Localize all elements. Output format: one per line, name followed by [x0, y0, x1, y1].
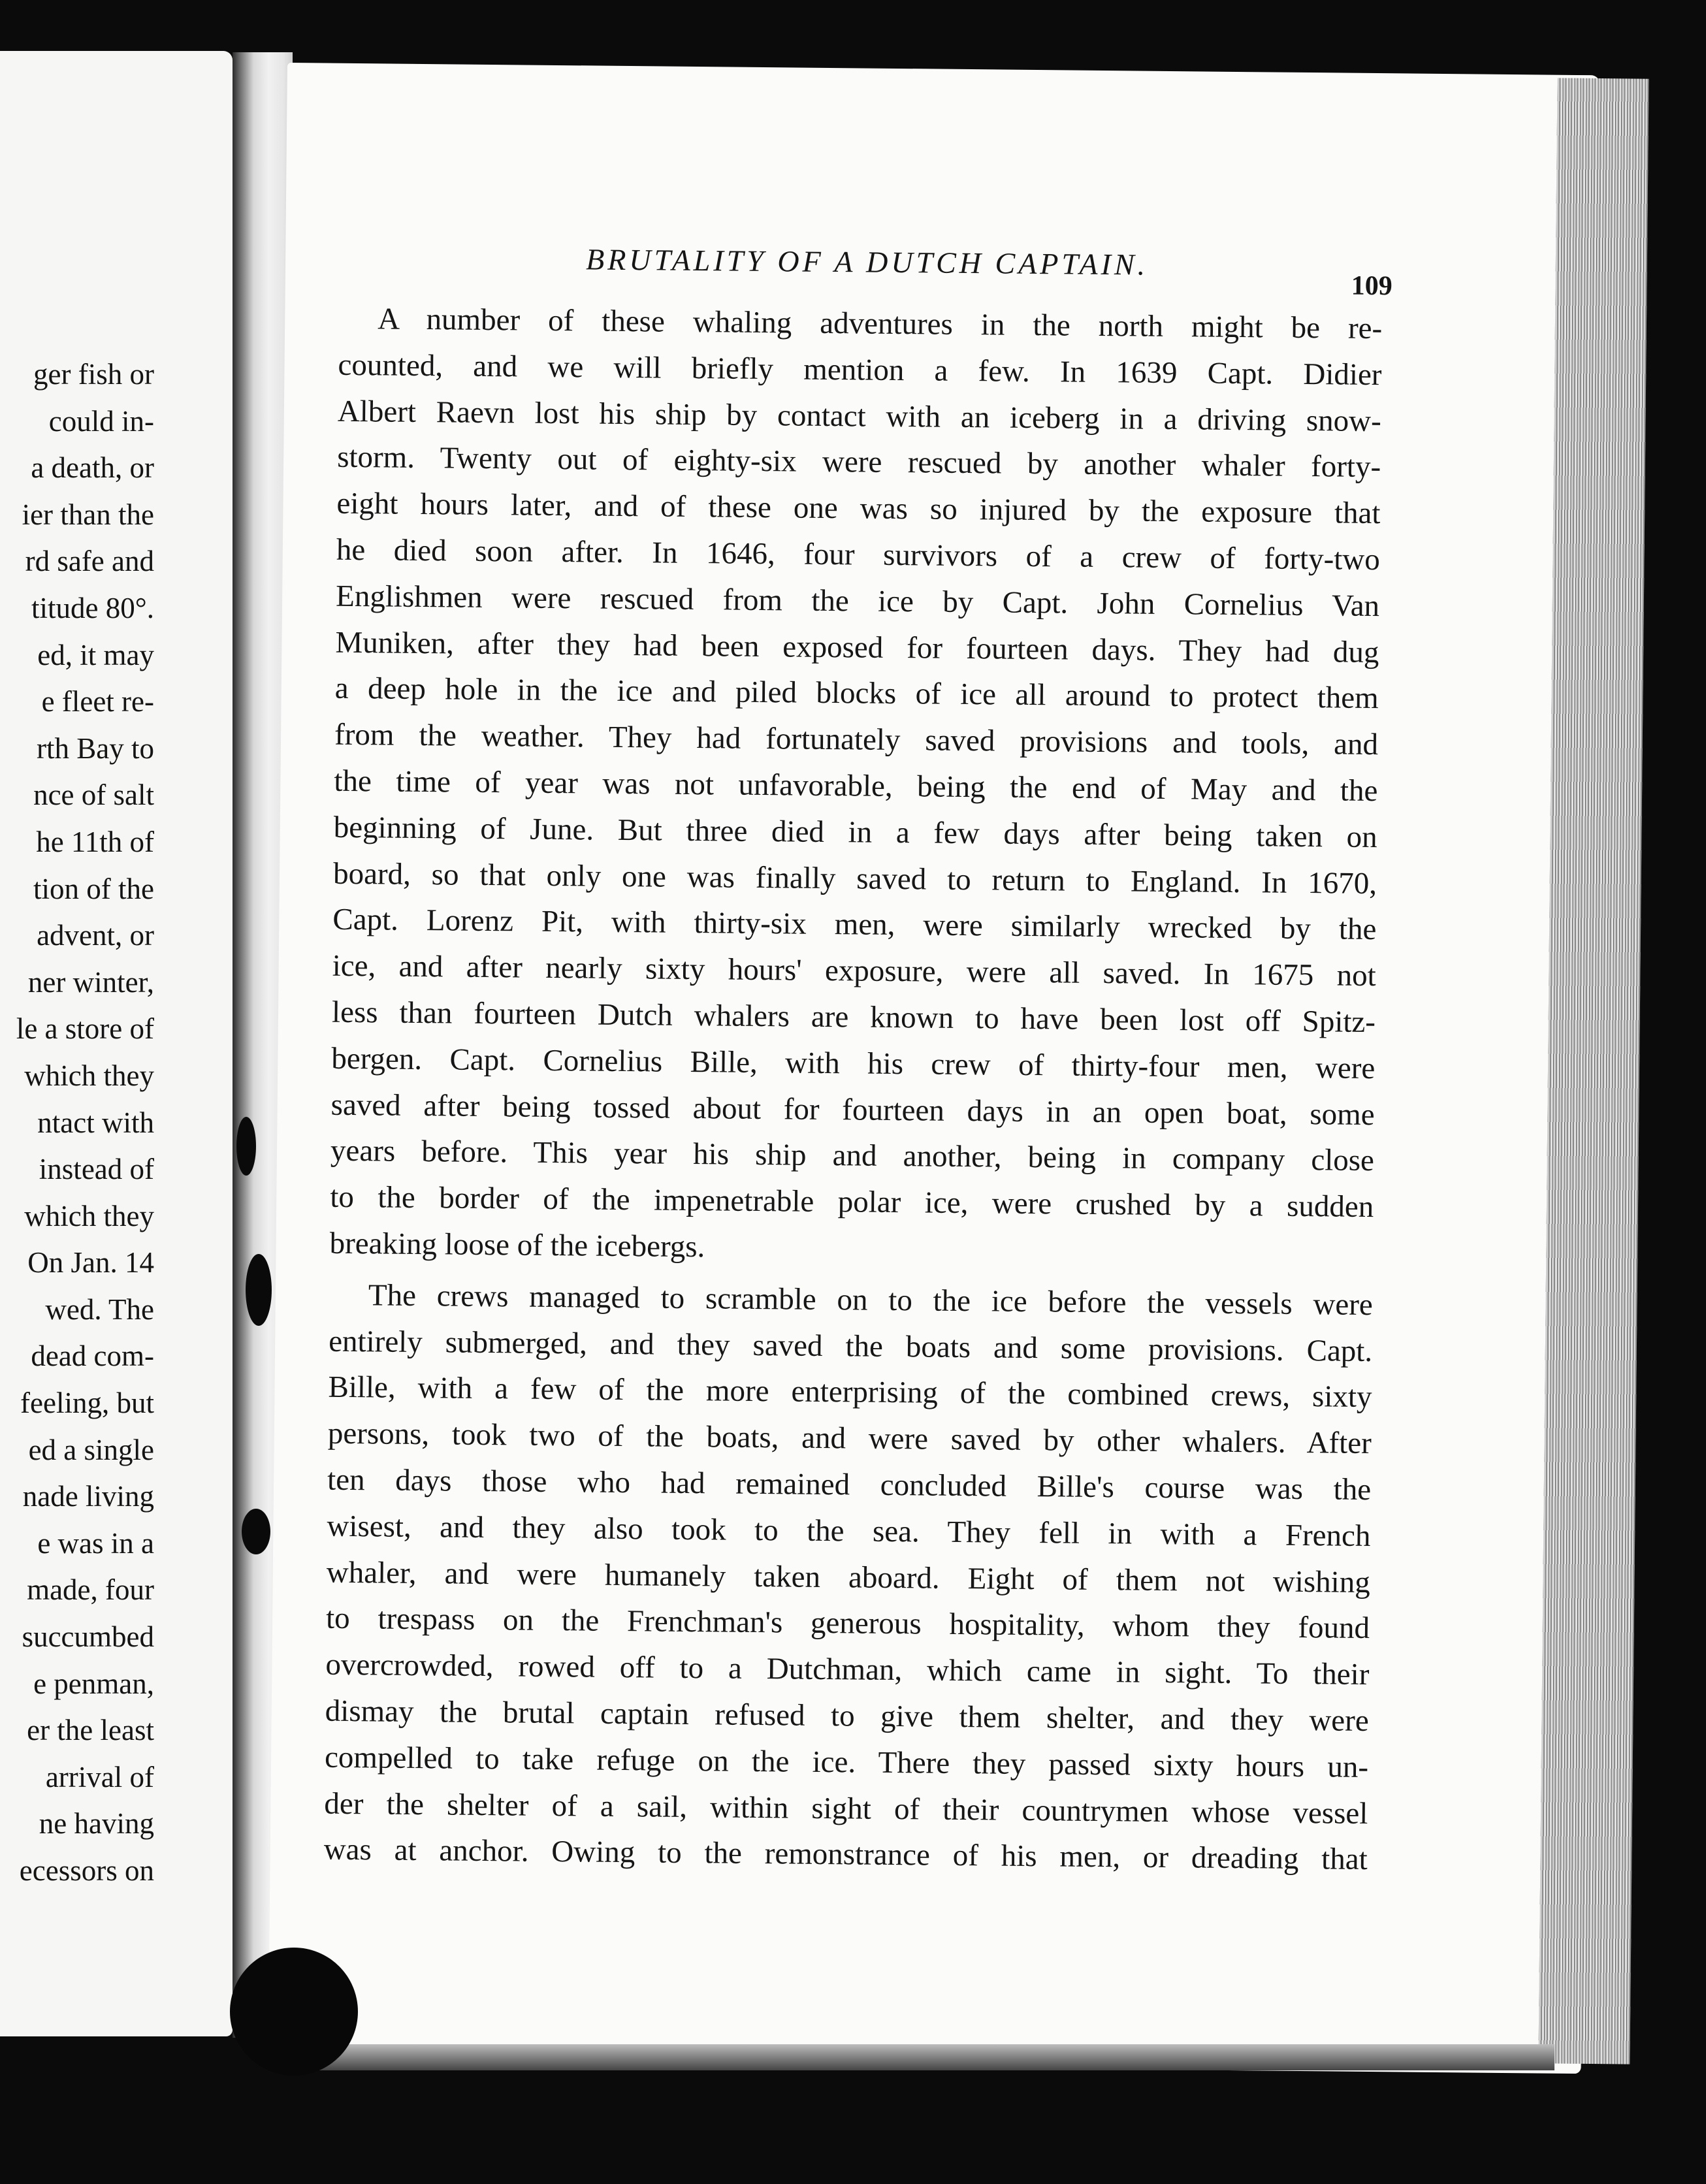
text-line: breaking loose of the icebergs.	[329, 1226, 705, 1264]
text-line: a deep hole in the ice and piled blocks of ice all around to protect them	[334, 671, 1379, 716]
text-line: ice, and after nearly sixty hours' exposure, were all saved. In 1675 not	[332, 948, 1376, 993]
left-page-line: nce of salt	[33, 779, 154, 812]
left-page-line: ntact with	[37, 1106, 154, 1139]
left-page-line: ger fish or	[33, 358, 154, 391]
binding-hole	[230, 1948, 358, 2076]
paragraph	[329, 296, 1382, 1277]
left-page-line: which they	[24, 1059, 154, 1092]
left-page-line: rd safe and	[25, 545, 154, 578]
paragraph	[323, 1272, 1373, 1883]
text-line: compelled to take refuge on the ice. There they passed sixty hours un-	[324, 1740, 1369, 1784]
text-line: Bille, with a few of the more enterprising of the combined crews, sixty	[328, 1370, 1372, 1415]
left-page-line: ecessors on	[19, 1854, 154, 1887]
left-page-line: e penman,	[33, 1667, 154, 1700]
right-page	[268, 63, 1600, 2074]
text-line: The crews managed to scramble on to the ice before the vessels were	[368, 1278, 1374, 1322]
text-line: Albert Raevn lost his ship by contact with an iceberg in a driving snow-	[337, 394, 1382, 438]
page-edges	[1538, 78, 1649, 2064]
text-line: storm. Twenty out of eighty-six were rescued by another whaler forty-	[336, 440, 1381, 485]
text-line: entirely submerged, and they saved the boats and some provisions. Capt.	[328, 1324, 1373, 1368]
left-page-line: advent, or	[37, 919, 154, 952]
text-line: the time of year was not unfavorable, being the end of May and the	[334, 763, 1378, 809]
text-line: board, so that only one was finally saved to return to England. In 1670,	[332, 856, 1377, 901]
text-line: saved after being tossed about for fourteen days in an open boat, some	[330, 1087, 1375, 1132]
text-line: A number of these whaling adventures in the north might be re-	[377, 302, 1383, 346]
left-page-line: a death, or	[31, 451, 154, 485]
text-line: ten days those who had remained concluded Bille's course was the	[327, 1462, 1372, 1507]
text-line: was at anchor. Owing to the remonstrance of his men, or dreading that	[323, 1832, 1368, 1877]
left-page-line: titude 80°.	[31, 591, 154, 624]
left-page-line: could in-	[48, 404, 154, 438]
running-head: BRUTALITY OF A DUTCH CAPTAIN.	[585, 242, 1149, 281]
left-page-text	[0, 351, 154, 1895]
left-page-line: ier than the	[22, 498, 154, 531]
text-line: bergen. Capt. Cornelius Bille, with his crew of thirty-four men, were	[331, 1041, 1376, 1085]
text-line: less than fourteen Dutch whalers are known to have been lost off Spitz-	[331, 995, 1376, 1040]
left-page-line: ed a single	[28, 1433, 154, 1466]
text-line: Englishmen were rescued from the ice by Capt. John Cornelius Van	[335, 579, 1380, 623]
text-line: overcrowded, rowed off to a Dutchman, which came in sight. To their	[325, 1647, 1370, 1692]
left-page-line: rth Bay to	[37, 731, 154, 765]
text-line: Muniken, after they had been exposed for fourteen days. They had dug	[335, 625, 1379, 669]
text-line: eight hours later, and of these one was so injured by the exposure that	[336, 486, 1381, 531]
text-line: from the weather. They had fortunately saved provisions and tools, and	[334, 717, 1379, 762]
text-line: he died soon after. In 1646, four survivors of a crew of forty-two	[336, 532, 1381, 577]
left-page-line: feeling, but	[20, 1387, 154, 1420]
left-page-line: ner winter,	[27, 965, 154, 999]
text-line: der the shelter of a sail, within sight of their countrymen whose vessel	[324, 1786, 1368, 1831]
text-line: beginning of June. But three died in a few days after being taken on	[333, 810, 1377, 854]
left-page-line: le a store of	[16, 1012, 154, 1046]
left-page-line: arrival of	[45, 1760, 154, 1793]
left-page-line: e fleet re-	[41, 685, 154, 718]
left-page-line: ed, it may	[37, 638, 154, 671]
left-page-line: ne having	[39, 1807, 154, 1840]
left-page-line: which they	[24, 1199, 154, 1232]
page-stack-bottom	[274, 2044, 1554, 2070]
left-page-line: dead com-	[31, 1340, 154, 1373]
body-text	[323, 296, 1382, 1883]
left-page-line: e was in a	[37, 1526, 154, 1560]
left-page-line: On Jan. 14	[27, 1246, 154, 1279]
left-page-line: er the least	[27, 1714, 154, 1747]
text-line: to the border of the impenetrable polar ice, were crushed by a sudden	[330, 1180, 1374, 1225]
left-page-line: tion of the	[33, 872, 154, 905]
text-line: whaler, and were humanely taken aboard. Eight of them not wishing	[326, 1555, 1370, 1599]
left-page-line: succumbed	[22, 1620, 154, 1654]
left-facing-page	[0, 51, 233, 2036]
text-line: to trespass on the Frenchman's generous hospitality, whom they found	[325, 1601, 1370, 1646]
left-page-line: instead of	[39, 1153, 154, 1186]
text-line: counted, and we will briefly mention a few. In 1639 Capt. Didier	[338, 347, 1382, 392]
text-line: years before. This year his ship and another, being in company close	[330, 1134, 1375, 1178]
left-page-line: nade living	[22, 1480, 154, 1513]
left-page-line: wed. The	[45, 1293, 154, 1326]
text-line: Capt. Lorenz Pit, with thirty-six men, were similarly wrecked by the	[332, 903, 1377, 947]
page-number: 109	[1351, 270, 1393, 302]
text-line: persons, took two of the boats, and were saved by other whalers. After	[327, 1416, 1372, 1461]
text-line: wisest, and they also took to the sea. They fell in with a French	[327, 1509, 1371, 1553]
text-line: dismay the brutal captain refused to give them shelter, and they were	[325, 1694, 1369, 1738]
left-page-line: made, four	[27, 1573, 154, 1607]
left-page-line: he 11th of	[36, 825, 154, 858]
